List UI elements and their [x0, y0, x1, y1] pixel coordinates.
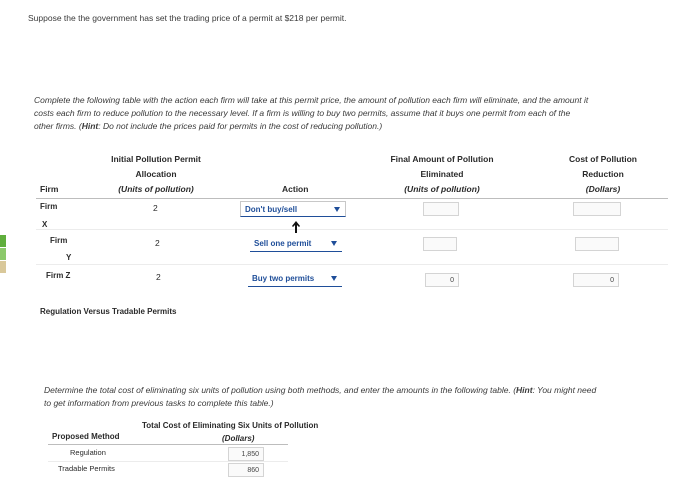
header-cost [548, 152, 658, 197]
row-y-firm-letter: Y [66, 253, 72, 262]
row-x-allocation: 2 [153, 203, 158, 213]
header-final-eliminated [374, 152, 510, 197]
row-z-action-value: Buy two permits [252, 274, 315, 283]
header-initial-line-2: Allocation [135, 169, 177, 179]
intro-text: Suppose the the government has set the trading price of a permit at $218 per permit. [28, 13, 347, 23]
chevron-down-icon [331, 276, 337, 281]
cost-table-header-divider [48, 444, 288, 445]
cost-row-tradable-method: Tradable Permits [58, 464, 115, 473]
instructions-line-3 [34, 120, 684, 133]
instructions-line-2: costs each firm to reduce pollution to the necessary level. If a firm is willing to buy two permits, assume that it buys one permit from each of the [34, 108, 571, 118]
row-z-cost-input[interactable]: 0 [573, 273, 619, 287]
row-z-allocation: 2 [156, 272, 161, 282]
row-x-divider [36, 229, 668, 230]
cost-table-method-header: Proposed Method [52, 432, 120, 441]
cost-row-regulation-value[interactable]: 1,850 [228, 447, 264, 461]
determine-instructions [44, 384, 684, 410]
row-x-eliminated-input[interactable] [423, 202, 459, 216]
cost-row-regulation-method: Regulation [70, 448, 106, 457]
edge-strip-2 [0, 248, 6, 260]
header-final-line-2: Eliminated [420, 169, 464, 179]
cost-table-dollars-header: (Dollars) [222, 434, 255, 443]
row-y-firm-label: Firm [50, 236, 68, 245]
instructions [34, 94, 684, 133]
row-x-action-select[interactable] [240, 201, 346, 217]
mouse-cursor-icon [292, 221, 302, 233]
row-z-action-select[interactable] [248, 271, 342, 287]
header-firm: Firm [40, 184, 59, 194]
row-x-firm-letter: X [42, 220, 48, 229]
header-final-line-3: (Units of pollution) [404, 184, 480, 194]
row-y-allocation: 2 [155, 238, 160, 248]
header-initial-line-3: (Units of pollution) [118, 184, 194, 194]
header-cost-line-2: Reduction [582, 169, 624, 179]
row-x-cost-input[interactable] [573, 202, 621, 216]
instructions-hint: Hint [81, 121, 99, 131]
cost-row-divider [48, 461, 288, 462]
row-x-action-value: Don't buy/sell [245, 205, 298, 214]
row-y-action-value: Sell one permit [254, 239, 312, 248]
section-title: Regulation Versus Tradable Permits [40, 307, 177, 316]
row-y-divider [36, 264, 668, 265]
row-z-eliminated-input[interactable]: 0 [425, 273, 459, 287]
instructions-line-1: Complete the following table with the action each firm will take at this permit price, the amount of pollution each firm will eliminate, and the amount it [34, 95, 589, 105]
row-x-firm-label: Firm [40, 202, 58, 211]
edge-strip-1 [0, 235, 6, 247]
header-cost-line-3: (Dollars) [585, 184, 621, 194]
edge-strip-3 [0, 261, 6, 273]
header-final-line-1: Final Amount of Pollution [390, 154, 494, 164]
header-initial-allocation [88, 152, 224, 197]
determine-line-1-b: : You might need [532, 385, 597, 395]
header-action: Action [282, 184, 309, 194]
chevron-down-icon [334, 207, 340, 212]
row-y-action-select[interactable] [250, 236, 342, 252]
chevron-down-icon [331, 241, 337, 246]
header-cost-line-1: Cost of Pollution [569, 154, 637, 164]
header-initial-line-1: Initial Pollution Permit [111, 154, 201, 164]
determine-line-2: to get information from previous tasks to complete this table.) [44, 398, 274, 408]
determine-line-1 [44, 384, 684, 397]
row-z-firm-label: Firm Z [46, 271, 71, 280]
determine-line-1-a: Determine the total cost of eliminating six units of pollution using both methods, and enter the amounts in the following table. ( [44, 385, 517, 395]
cost-table-title: Total Cost of Eliminating Six Units of Pollution [142, 421, 319, 430]
row-y-cost-input[interactable] [575, 237, 619, 251]
cost-row-tradable-value[interactable]: 860 [228, 463, 264, 477]
header-divider [36, 198, 668, 199]
row-y-eliminated-input[interactable] [423, 237, 457, 251]
determine-hint: Hint [516, 385, 533, 395]
instructions-line-3-b: : Do not include the prices paid for permits in the cost of reducing pollution.) [98, 121, 383, 131]
instructions-line-3-a: other firms. ( [34, 121, 82, 131]
